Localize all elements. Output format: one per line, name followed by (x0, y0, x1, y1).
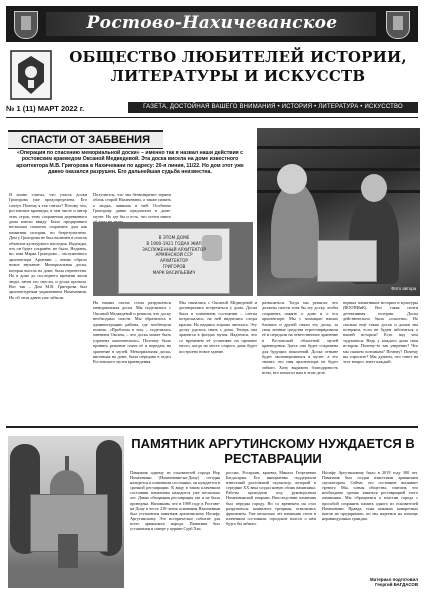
article2-headline: ПАМЯТНИК АРГУТИНСКОМУ НУЖДАЕТСЯ В РЕСТАВРАЦИИ (131, 436, 415, 466)
plaque-inscription: В ЭТОМ ДОМЕ В 1900-1921 ГОДАХ ЖИЛ ЗАСЛУЖЕННЫЙ АРХИТЕКТОР АРМЯНСКОЙ ССР АРХИТЕКТОР ГРИГОРОВ МАРК ВАСИЛЬЕВИЧ (142, 235, 206, 275)
society-logo-icon (10, 50, 52, 100)
plaque-in-photo (317, 240, 377, 282)
top-divider (6, 117, 418, 118)
article1-column-5: первых памятников истории и культуры (ВООПИиК). Вот такая почти детективная история. Доска действительно была «спасена». Но сколько ещё таких досок и домов мы потеряем, если не будем заботиться о нашей истории? Есть над чем задуматься. Ведь у каждого дома своя история. Почему-то так уверенно? Что мы скажем потомкам? Почему? Почему вы спросите? Мы думаем, что ответ на этот вопрос знает каждый. (343, 300, 418, 365)
region-crest-icon (386, 11, 410, 39)
society-name: ОБЩЕСТВО ЛЮБИТЕЛЕЙ ИСТОРИИ, ЛИТЕРАТУРЫ И ИСКУССТВ (69, 48, 407, 85)
article2-column-2: россии, Росархив, краевед Микаэл Георгиевич Багдасарян. Его инициатива поддержали известный ростовский скульптор, который в середине ХХ века создал новую облик памятника. Работы проходили под руководством Нахичеванской епархии. Впоследствии памятник был передан городу. Но со временем он стал разрушаться: появились трещины, отвалились фрагменты. Уже несколько лет памятник стоит в плачевном состоянии, городские власти о нём будто бы забыли. (226, 470, 316, 526)
article1-headline: СПАСТИ ОТ ЗАБВЕНИЯ (8, 130, 163, 149)
authors-photo (257, 128, 420, 296)
issue-number: № 1 (11) МАРТ 2022 г. (6, 104, 85, 113)
article2-column-1: Памятник одному из основателей города Нор Нахичевани (Нахичевани-на-Дону) сегодня находится в плачевном состоянии, он нуждается в срочной реставрации. К виду в таком плачевном состоянии памятника находится уже несколько лет. Давно обещанная реставрация так и не была проведена. Напомним, что в 1989 году в Ростове-на-Дону в честь 210-летия основания Нахичевани был установлен памятник архиепископу Иосифу Аргутинскому. Это историческое событие для всего армянского народа. Памятник был установлен в сквере у церкви Сурб Хач. (130, 470, 220, 532)
monument-photo (8, 436, 124, 588)
memorial-plaque-photo (93, 222, 253, 296)
article1-column-3: Мы связались с Оксаной Медведевой и договорились встретиться у дома. Доска была в плачевном состоянии – слегка потрескалась, на ней виднелись следы краски. Но надпись хорошо читалась. Эту доску удалось снять с дома. Теперь она хранится в фондах музея. Надеемся, что со временем её установят на прежнее место, когда на месте старого дома будет построено новое здание. (179, 300, 257, 354)
photo-caption: Фото автора (391, 286, 416, 291)
article1-column-1: Я лично считал, что участь доски Григорова уже предопределена. Его сочтут. Почему я так считал? Потому что, ростовские краеведы, в чем числе и автор этих строк, тему сохранения деревянного дома имели ввиду. Было предпринято несколько попыток сохранить дом как памятник истории, но безрезультатно. Дом у Григорова не был включён в список объектов культурного наследия. Надежды, что он будет сохранён, не было. Недавно, но, имя Марка Григорова – заслуженного архитектора Армении – вновь обрело новое звучание. Мемориальная доска, которая висела на доме, была перенесена. Но в доме до последнего времени жили люди, затем его снесли, и доска пропала. Вот так – Дом М.В. Григорова был архитектурным украшением Нахичевани. Но об этом давно уже забыли. (9, 192, 87, 300)
article1-column-4: развалиться. Тогда мы решили, что должны спасти хотя бы эту доску, чтобы сохранить память о доме и о его архитекторе. Мы с помощью наших близких и друзей сняли эту доску, за свои личные средства отреставрировали её и передали на ответственное хранение в Ростовский областной музей краеведения. Здесь она будет сохранена для будущих поколений. Доска отныне будет экспонироваться в музее, а это значит, что имя архитектора не будет забыто. Хочу выразить благодарность всем, кто помогал нам в этом деле. (262, 300, 338, 376)
tagline-bar: ГАЗЕТА, ДОСТОЙНАЯ ВАШЕГО ВНИМАНИЯ • ИСТОРИЯ • ЛИТЕРАТУРА • ИСКУССТВО (128, 102, 418, 113)
article2-column-3: Иосифу Аргутинскому было в 2019 году 300 лет. Памятник был создан известным армянским скульптором. Сейчас его состояние вызывает тревогу. Мы, члены общества, считаем, что необходимо срочно заняться реставрацией этого памятника. Мы обращаемся к властям города с просьбой сохранить память одного из основателей Нахичевани. Правда, пока никаких конкретных шагов не предпринято, но мы надеемся на помощь неравнодушных граждан. (322, 470, 418, 521)
article-divider (6, 426, 418, 428)
memorial-plaque (118, 228, 230, 294)
author-signature: Материал подготовил Георгий БАГДАСОВ (370, 577, 418, 588)
article1-column-2a: Получается, что мы безвозвратно теряем облик старой Нахичевани, а также память о людях, живших в ней. Особенно Григорову давно предлагали в доме-музее. Но где бы и есть, что почти никто (93, 192, 171, 219)
article1-column-2b: На наших глазах стала разрушаться мемориальная доска. Мы поделились с Оксаной Медведевой и решили, что доску необходимо спасти. Мы обратились в администрацию района, где пообещали помочь. «Проблема в том, – поделилась мнением Оксана, – что доска может быть утрачена окончательно». Поэтому было принято решение снять её и передать на хранение в музей. Мемориальная доска, висевшая на доме, была передана в отдел Ростовского музея краеведения. (93, 300, 171, 365)
newspaper-title: Ростово-Нахичеванское (86, 13, 338, 33)
masthead-banner (6, 6, 418, 42)
article1-lead: «Операция по спасению мемориальной доски» – именно так я назвал наши действия с ростовским краеведом Оксаной Медведевой. Эта доска висела на доме известного архитектора М.В. Григорова в Нахичевани по адресу: 20-я линия, 11/22. Но дом этот уже давно оказался разрушен. Его дальнейшая судьба неизвестна. (16, 150, 244, 176)
